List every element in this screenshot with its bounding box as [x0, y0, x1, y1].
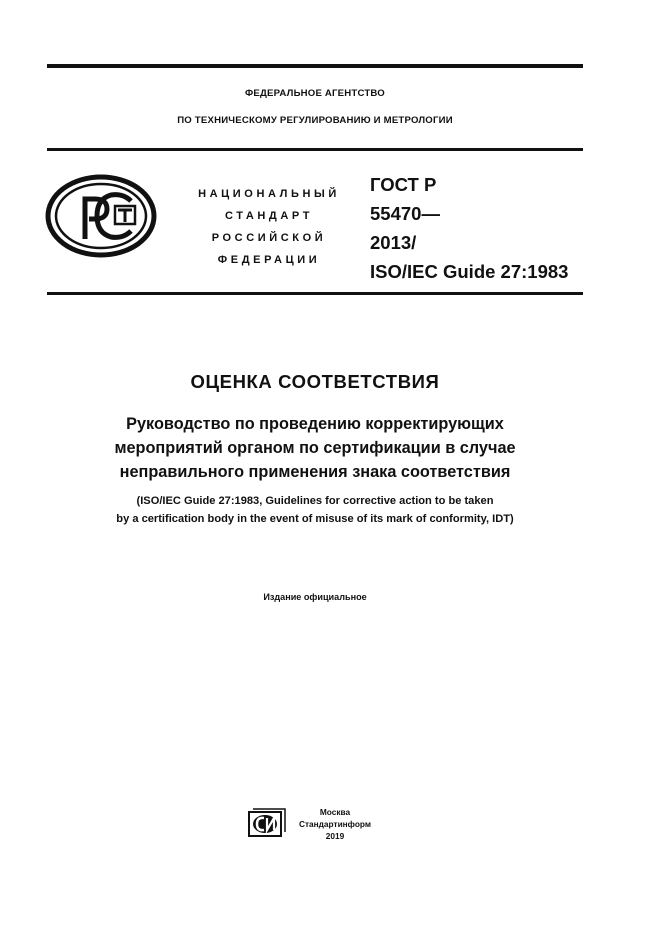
document-subtitle [47, 412, 583, 484]
agency-name-line1: ФЕДЕРАЛЬНОЕ АГЕНТСТВО [245, 88, 385, 99]
national-standard-label [180, 183, 358, 271]
english-ref-line-2: by a certification body in the event of misuse of its mark of conformity, IDT) [116, 513, 514, 525]
subtitle-line-3: неправильного применения знака соответствия [119, 463, 511, 481]
header-bottom-rule [47, 292, 583, 295]
publication-year: 2019 [325, 831, 345, 841]
document-title: ОЦЕНКА СООТВЕТСТВИЯ [190, 371, 440, 392]
designation-line-4: ISO/IEC Guide 27:1983 [370, 261, 569, 282]
publisher-city: Москва [319, 807, 351, 817]
header-rule [47, 148, 583, 151]
designation-line-1: ГОСТ Р [370, 174, 437, 195]
designation-line-2: 55470— [370, 203, 440, 224]
designation-line-3: 2013/ [370, 232, 417, 253]
english-reference [47, 492, 583, 528]
standard-designation [370, 170, 568, 286]
top-rule [47, 64, 583, 68]
national-line-2: СТАНДАРТ [224, 210, 314, 222]
subtitle-line-1: Руководство по проведению корректирующих [126, 415, 504, 433]
edition-label: Издание официальное [263, 592, 367, 602]
national-line-3: РОССИЙСКОЙ [211, 232, 327, 244]
agency-name-line2: ПО ТЕХНИЧЕСКОМУ РЕГУЛИРОВАНИЮ И МЕТРОЛОГИИ [177, 115, 453, 126]
national-line-1: НАЦИОНАЛЬНЫЙ [198, 188, 340, 200]
national-line-4: ФЕДЕРАЦИИ [217, 254, 321, 266]
gost-r-logo-icon [45, 173, 157, 259]
subtitle-line-2: мероприятий органом по сертификации в случае [114, 439, 516, 457]
publisher-info [290, 806, 380, 842]
publisher-name: Стандартинформ [298, 819, 371, 829]
standartinform-logo-icon [247, 808, 287, 838]
english-ref-line-1: (ISO/IEC Guide 27:1983, Guidelines for corrective action to be taken [136, 495, 494, 507]
